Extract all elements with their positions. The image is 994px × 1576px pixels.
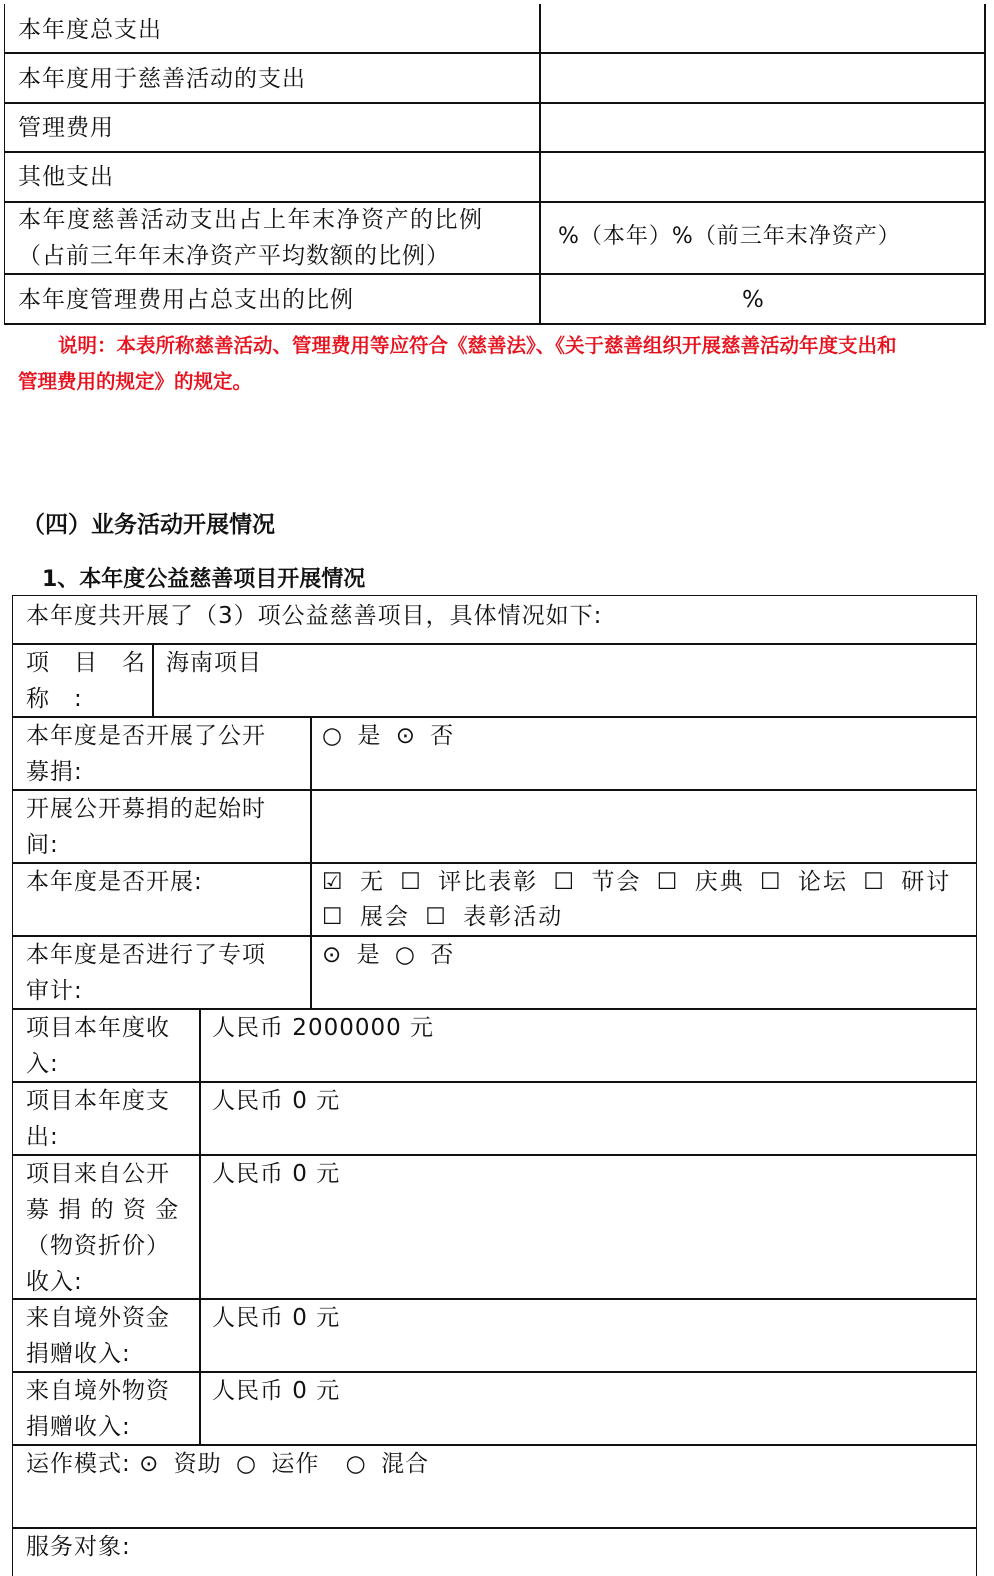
- audit-yes: 是: [356, 942, 381, 968]
- checkbox-icon[interactable]: ☐: [760, 869, 783, 895]
- expense-row-label: 本年度管理费用占总支出的比例: [18, 287, 354, 313]
- fundraising-yes: 是: [357, 723, 382, 749]
- radio-selected-icon[interactable]: ⊙: [139, 1451, 160, 1477]
- fundraising-no: 否: [430, 723, 455, 749]
- activities-line-1: [322, 864, 957, 900]
- expense-row-label: （占前三年年末净资产平均数额的比例）: [18, 243, 450, 269]
- mode-option: 运作: [271, 1451, 320, 1477]
- mode-option: 资助: [173, 1451, 222, 1477]
- start-time-label: 间:: [26, 832, 59, 858]
- public-funds-label: 项目来自公开: [26, 1161, 170, 1187]
- audit-label: 审计:: [26, 978, 83, 1004]
- foreign-goods-label: 来自境外物资: [26, 1378, 170, 1404]
- activity-label: 节会: [591, 869, 642, 895]
- radio-selected-icon[interactable]: ⊙: [395, 723, 416, 749]
- public-funds-value: 人民币 0 元: [212, 1161, 341, 1187]
- checkbox-icon[interactable]: ☐: [400, 869, 423, 895]
- foreign-goods-label: 捐赠收入:: [26, 1414, 131, 1440]
- note-line-1: 说明：本表所称慈善活动、管理费用等应符合《慈善法》、《关于慈善组织开展慈善活动年度支出和: [58, 334, 897, 357]
- activity-label: 表彰活动: [463, 904, 564, 930]
- foreign-funds-label: 来自境外资金: [26, 1305, 170, 1331]
- fundraising-options: [322, 718, 460, 754]
- activity-label: 展会: [359, 904, 410, 930]
- public-funds-label: 募 捐 的 资 金: [26, 1197, 180, 1223]
- checkbox-icon[interactable]: ☐: [322, 904, 345, 930]
- expense-label: 出:: [26, 1124, 59, 1150]
- activity-label: 无: [359, 869, 385, 895]
- fundraising-label: 本年度是否开展了公开: [26, 723, 266, 749]
- expense-label: 项目本年度支: [26, 1088, 170, 1114]
- audit-label: 本年度是否进行了专项: [26, 942, 266, 968]
- service-target-label: 服务对象:: [26, 1534, 131, 1560]
- foreign-funds-label: 捐赠收入:: [26, 1341, 131, 1367]
- expense-row-value: %: [742, 287, 765, 313]
- mode-label: 运作模式:: [26, 1451, 131, 1477]
- radio-unselected-icon[interactable]: ○: [235, 1451, 258, 1477]
- project-name-label: 项 目 名: [26, 650, 146, 676]
- audit-no: 否: [430, 942, 455, 968]
- expense-row-label: 其他支出: [18, 164, 114, 190]
- activity-label: 评比表彰: [438, 869, 539, 895]
- radio-unselected-icon[interactable]: ○: [345, 1451, 367, 1477]
- activity-label: 论坛: [797, 869, 848, 895]
- activity-label: 研讨: [901, 869, 952, 895]
- expense-row-value: %（本年）%（前三年末净资产）: [558, 224, 901, 249]
- foreign-funds-value: 人民币 0 元: [212, 1305, 341, 1331]
- checkbox-icon[interactable]: ☐: [425, 904, 448, 930]
- radio-unselected-icon[interactable]: ○: [322, 723, 344, 749]
- activities-line-2: [322, 899, 569, 935]
- income-label: 入:: [26, 1051, 59, 1077]
- public-funds-label: （物资折价）: [26, 1233, 170, 1259]
- mode-row: [26, 1446, 435, 1482]
- radio-unselected-icon[interactable]: ○: [394, 942, 416, 968]
- public-funds-label: 收入:: [26, 1269, 83, 1295]
- expense-row-label: 本年度总支出: [18, 17, 162, 43]
- section-title: （四）业务活动开展情况: [22, 512, 275, 538]
- expense-row-label: 本年度慈善活动支出占上年末净资产的比例: [18, 207, 484, 233]
- expense-row-label: 管理费用: [18, 115, 114, 141]
- project-intro: 本年度共开展了（3）项公益慈善项目，具体情况如下:: [26, 603, 603, 629]
- checkbox-icon[interactable]: ☐: [656, 869, 680, 895]
- fundraising-label: 募捐:: [26, 759, 83, 785]
- project-name-value: 海南项目: [166, 650, 262, 676]
- project-name-label: 称 :: [26, 686, 83, 712]
- checkbox-icon[interactable]: ☐: [553, 869, 577, 895]
- note-line-2: 管理费用的规定》的规定。: [18, 370, 253, 393]
- foreign-goods-value: 人民币 0 元: [212, 1378, 341, 1404]
- income-label: 项目本年度收: [26, 1015, 170, 1041]
- expense-row-label: 本年度用于慈善活动的支出: [18, 66, 306, 92]
- checkbox-icon[interactable]: ☐: [863, 869, 886, 895]
- income-value: 人民币 2000000 元: [212, 1015, 435, 1041]
- activities-label: 本年度是否开展:: [26, 869, 203, 895]
- checkbox-checked-icon[interactable]: ☑: [322, 869, 345, 895]
- expense-value: 人民币 0 元: [212, 1088, 341, 1114]
- start-time-label: 开展公开募捐的起始时: [26, 796, 266, 822]
- activity-label: 庆典: [694, 869, 745, 895]
- audit-options: [322, 937, 460, 973]
- subsection-title: 1、本年度公益慈善项目开展情况: [42, 567, 366, 592]
- mode-option: 混合: [381, 1451, 430, 1477]
- radio-selected-icon[interactable]: ⊙: [322, 942, 343, 968]
